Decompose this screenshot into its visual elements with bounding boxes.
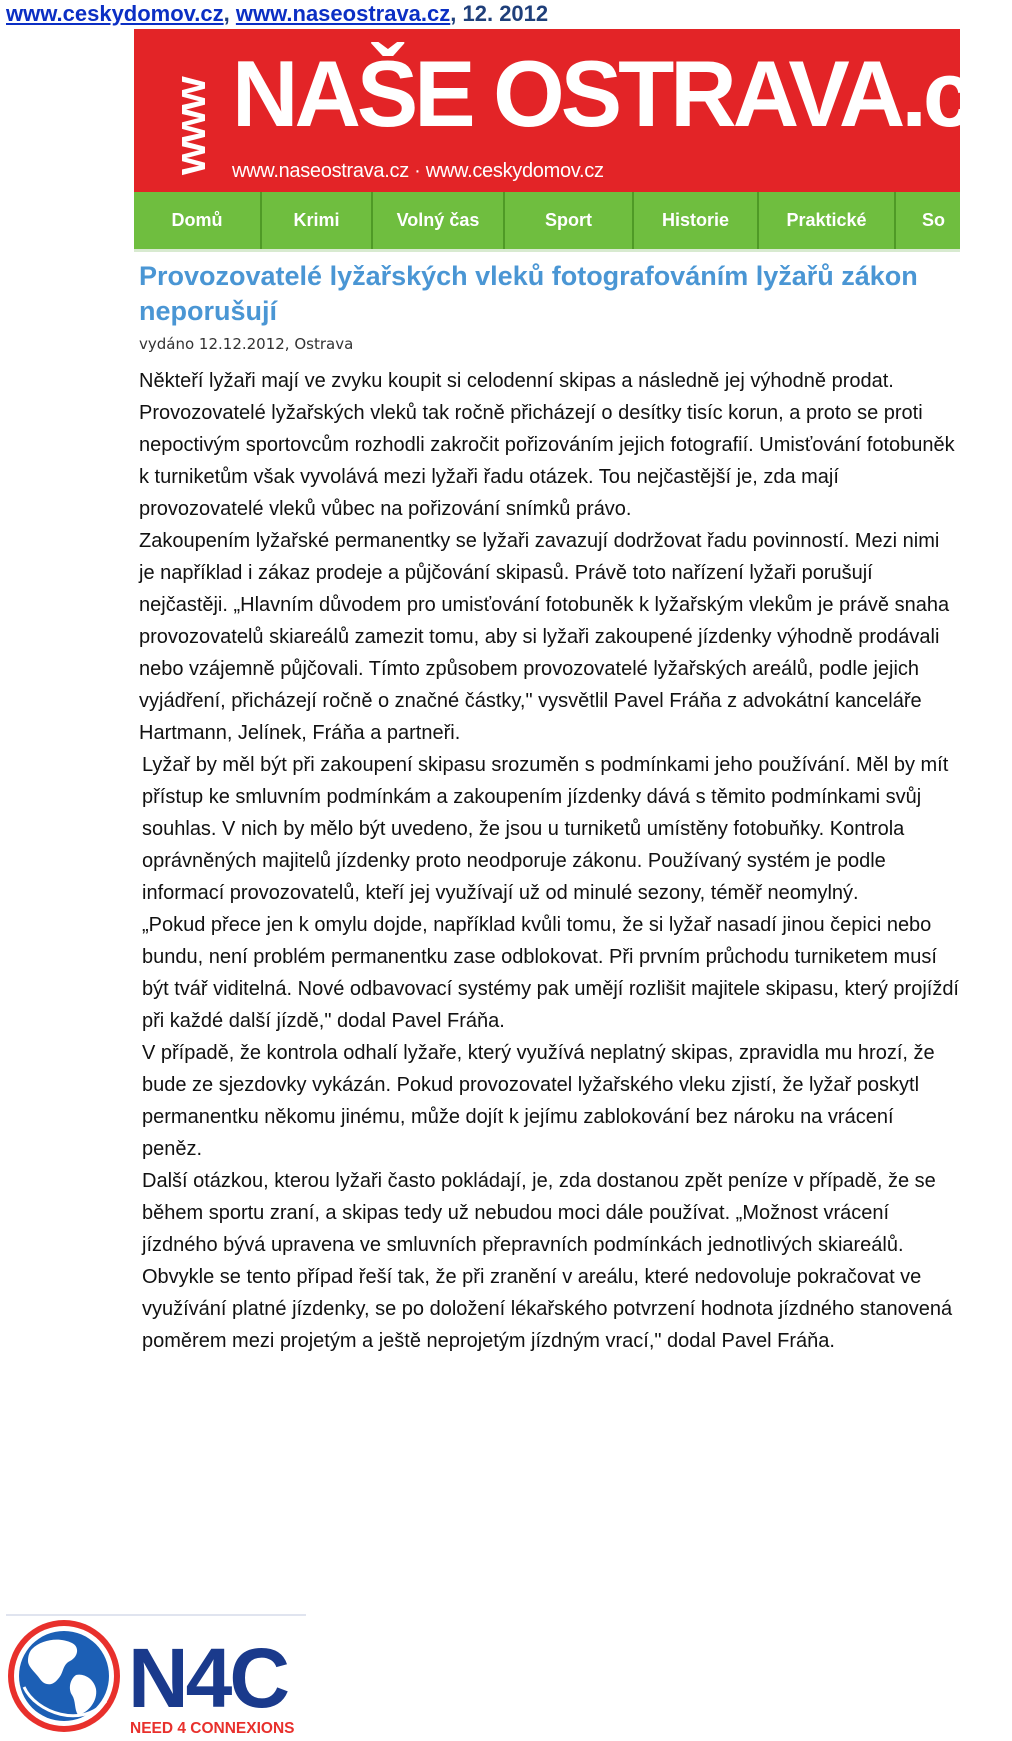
article-paragraph: V případě, že kontrola odhalí lyžaře, který využívá neplatný skipas, zpravidla mu hrozí, že bude ze sjezdovky vykázán. Pokud provozovatel lyžařského vleku zjistí, že lyžař poskytl permanentku někomu jinému, může dojít k jejímu zablokování bez nároku na vrácení peněz. [142, 1042, 935, 1160]
article-dateline: vydáno 12.12.2012, Ostrava [139, 335, 354, 353]
n4c-logo [2, 1617, 312, 1739]
source-link-naseostrava[interactable]: www.naseostrava.cz [235, 1, 451, 26]
www-vertical-logo [166, 45, 215, 177]
n4c-mark: N4C [128, 1631, 288, 1725]
logo-divider [6, 1614, 306, 1616]
nav-item-krimi[interactable]: Krimi [262, 192, 373, 249]
main-nav [134, 192, 960, 249]
source-line [6, 0, 548, 28]
nav-item-sport[interactable]: Sport [505, 192, 634, 249]
site-logo[interactable]: NAŠE OSTRAVA.cz [232, 42, 1012, 147]
nav-item-domu[interactable]: Domů [134, 192, 262, 249]
nav-divider [134, 249, 960, 252]
n4c-tagline: NEED 4 CONNEXIONS [130, 1720, 295, 1737]
article-paragraph: Někteří lyžaři mají ve zvyku koupit si celodenní skipas a následně jej výhodně prodat. Provozovatelé lyžařských vleků tak ročně přicházejí o desítky tisíc korun, a proto se proti nepoctivým sportovcům rozhodli zakročit pořizováním jejich fotografií. Umisťování fotobuněk k turniketům však vyvolává mezi lyžaři řadu otázek. Tou nejčastější je, zda mají provozovatelé vleků vůbec na pořizování snímků právo. [139, 370, 955, 520]
article-clipping [134, 29, 1012, 1541]
nav-item-prakticke[interactable]: Praktické [759, 192, 896, 249]
source-link-ceskydomov[interactable]: www.ceskydomov.cz [6, 1, 224, 26]
source-separator: , [223, 1, 236, 26]
article-body [139, 365, 959, 1357]
svg-text:www: www [166, 78, 215, 175]
masthead [134, 29, 1012, 192]
article-paragraph: Další otázkou, kterou lyžaři často pokládají, je, zda dostanou zpět peníze v případě, že se během sportu zraní, a skipas tedy už nebudou moci dále používat. „Možnost vrácení jízdného bývá upravena ve smluvních přepravních podmínkách jednotlivých skiareálů. Obvykle se tento případ řeší tak, že při zranění v areálu, které nedovoluje pokračovat ve využívání platné jízdenky, se po doložení lékařského potvrzení hodnota jízdného stanovená poměrem mezi projetým a ještě neprojetým jízdným vrací," dodal Pavel Fráňa. [142, 1170, 953, 1352]
nav-item-so[interactable]: So [922, 210, 946, 230]
site-urls: www.naseostrava.cz · www.ceskydomov.cz [232, 160, 604, 182]
nav-item-historie[interactable]: Historie [634, 192, 759, 249]
globe-icon [8, 1620, 120, 1732]
nav-item-volny-cas[interactable]: Volný čas [373, 192, 505, 249]
article-paragraph: „Pokud přece jen k omylu dojde, například kvůli tomu, že si lyžař nasadí jinou čepici nebo bundu, není problém permanentku zase odblokovat. Při prvním průchodu turniketem musí být tvář viditelná. Nové odbavovací systémy pak umějí rozlišit majitele skipasu, který projíždí při každé další jízdě," dodal Pavel Fráňa. [142, 914, 959, 1032]
article-paragraph: Lyžař by měl být při zakoupení skipasu srozuměn s podmínkami jeho používání. Měl by mít přístup ke smluvním podmínkám a zakoupením jízdenky dává s těmito podmínkami svůj souhlas. V nich by mělo být uvedeno, že jsou u turniketů umístěny fotobuňky. Kontrola oprávněných majitelů jízdenky proto neodporuje zákonu. Používaný systém je podle informací provozovatelů, kteří jej využívají už od minulé sezony, téměř neomylný. [142, 754, 949, 904]
source-date: , 12. 2012 [450, 1, 549, 26]
article-headline: Provozovatelé lyžařských vleků fotografováním lyžařů zákon neporušují [139, 261, 918, 326]
article-paragraph: Zakoupením lyžařské permanentky se lyžaři zavazují dodržovat řadu povinností. Mezi nimi je například i zákaz prodeje a půjčování skipasů. Právě toto nařízení lyžaři porušují nejčastěji. „Hlavním důvodem pro umisťování fotobuněk k lyžařským vlekům je právě snaha provozovatelů skiareálů zamezit tomu, aby si lyžaři zakoupené jízdenky výhodně prodávali nebo vzájemně půjčovali. Tímto způsobem provozovatelé lyžařských areálů, podle jejich vyjádření, přicházejí ročně o značné částky," vysvětlil Pavel Fráňa z advokátní kanceláře Hartmann, Jelínek, Fráňa a partneři. [139, 530, 950, 744]
